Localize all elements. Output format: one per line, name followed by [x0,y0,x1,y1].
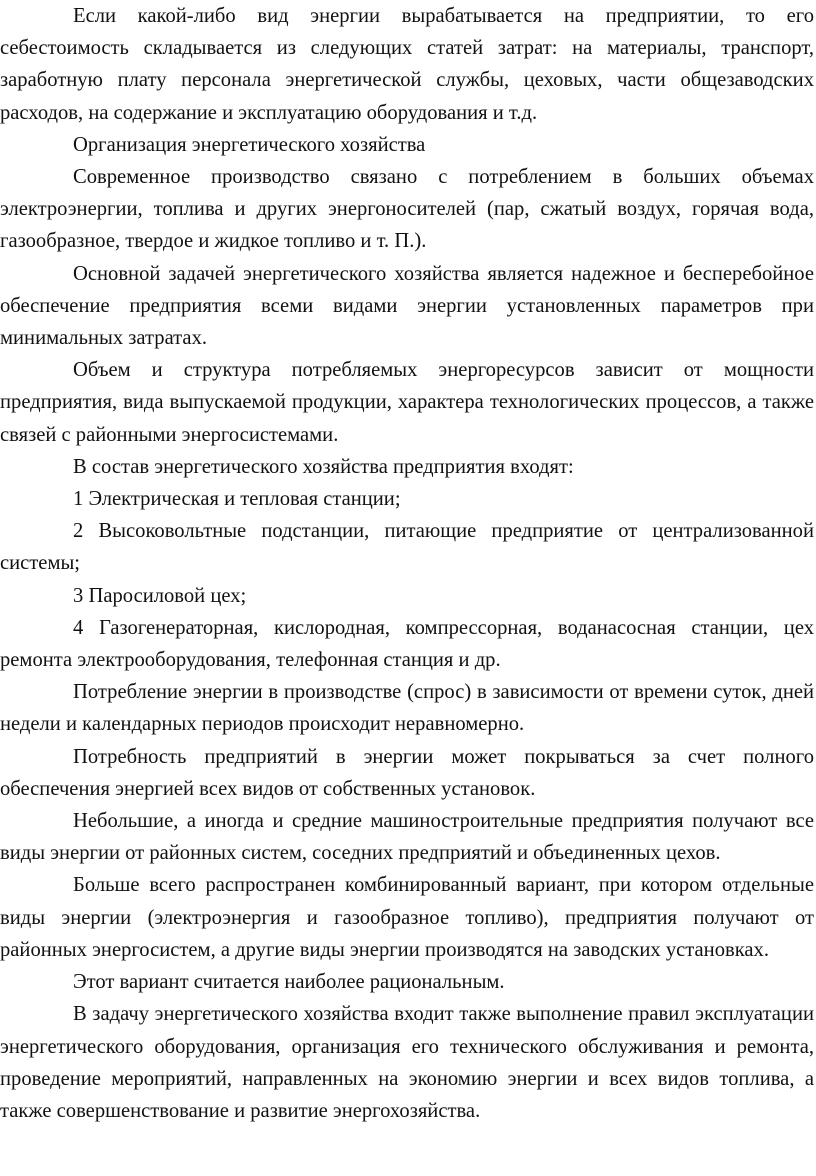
paragraph-main-task: Основной задачей энергетического хозяйства является надежное и бесперебойное обеспечение предприятия всеми видами энергии установленных параметров при минимальных затратах. [0,262,814,350]
paragraph-cost-composition: Если какой-либо вид энергии вырабатывается на предприятии, то его себестоимость складывается из следующих статей затрат: на материалы, транспорт, заработную плату персонала энергетической службы, цеховых, части общезаводских расходов, на содержание и эксплуатацию оборудования и т.д. [0,5,814,124]
list-item: 1 Электрическая и тепловая станции; [73,488,401,511]
paragraph-rational: Этот вариант считается наиболее рациональным. [73,971,505,994]
list-item: 4 Газогенераторная, кислородная, компрессорная, воданасосная станции, цех ремонта электрооборудования, телефонная станция и др. [0,616,814,672]
paragraph-volume-structure: Объем и структура потребляемых энергоресурсов зависит от мощности предприятия, вида выпускаемой продукции, характера технологических процессов, а также связей с районными энергосистемами. [0,359,814,446]
paragraph-composition-intro: В состав энергетического хозяйства предприятия входят: [73,455,574,478]
list-item: 3 Паросиловой цех; [73,584,247,607]
section-heading: Организация энергетического хозяйства [73,133,426,156]
paragraph-modern-production: Современное производство связано с потреблением в больших объемах электроэнергии, топлива и других энергоносителей (пар, сжатый воздух, горячая вода, газообразное, твердое и жидкое топливо и т. П.). [0,166,814,253]
paragraph-tasks: В задачу энергетического хозяйства входит также выполнение правил эксплуатации энергетического оборудования, организация его технического обслуживания и ремонта, проведение мероприятий, направленных на экономию энергии и всех видов топлива, а также совершенствование и развитие энергохозяйства. [0,1003,814,1122]
paragraph-demand: Потребность предприятий в энергии может покрываться за счет полного обеспечения энергией всех видов от собственных установок. [0,745,814,800]
paragraph-combined-variant: Больше всего распространен комбинированный вариант, при котором отдельные виды энергии (электроэнергия и газообразное топливо), предприятия получают от районных энергосистем, а другие виды энергии производятся на заводских установках. [0,874,814,961]
paragraph-consumption: Потребление энергии в производстве (спрос) в зависимости от времени суток, дней недели и календарных периодов происходит неравномерно. [0,681,814,736]
paragraph-small-enterprises: Небольшие, а иногда и средние машиностроительные предприятия получают все виды энергии от районных систем, соседних предприятий и объединенных цехов. [0,810,814,865]
list-item: 2 Высоковольтные подстанции, питающие предприятие от централизованной системы; [0,520,814,575]
